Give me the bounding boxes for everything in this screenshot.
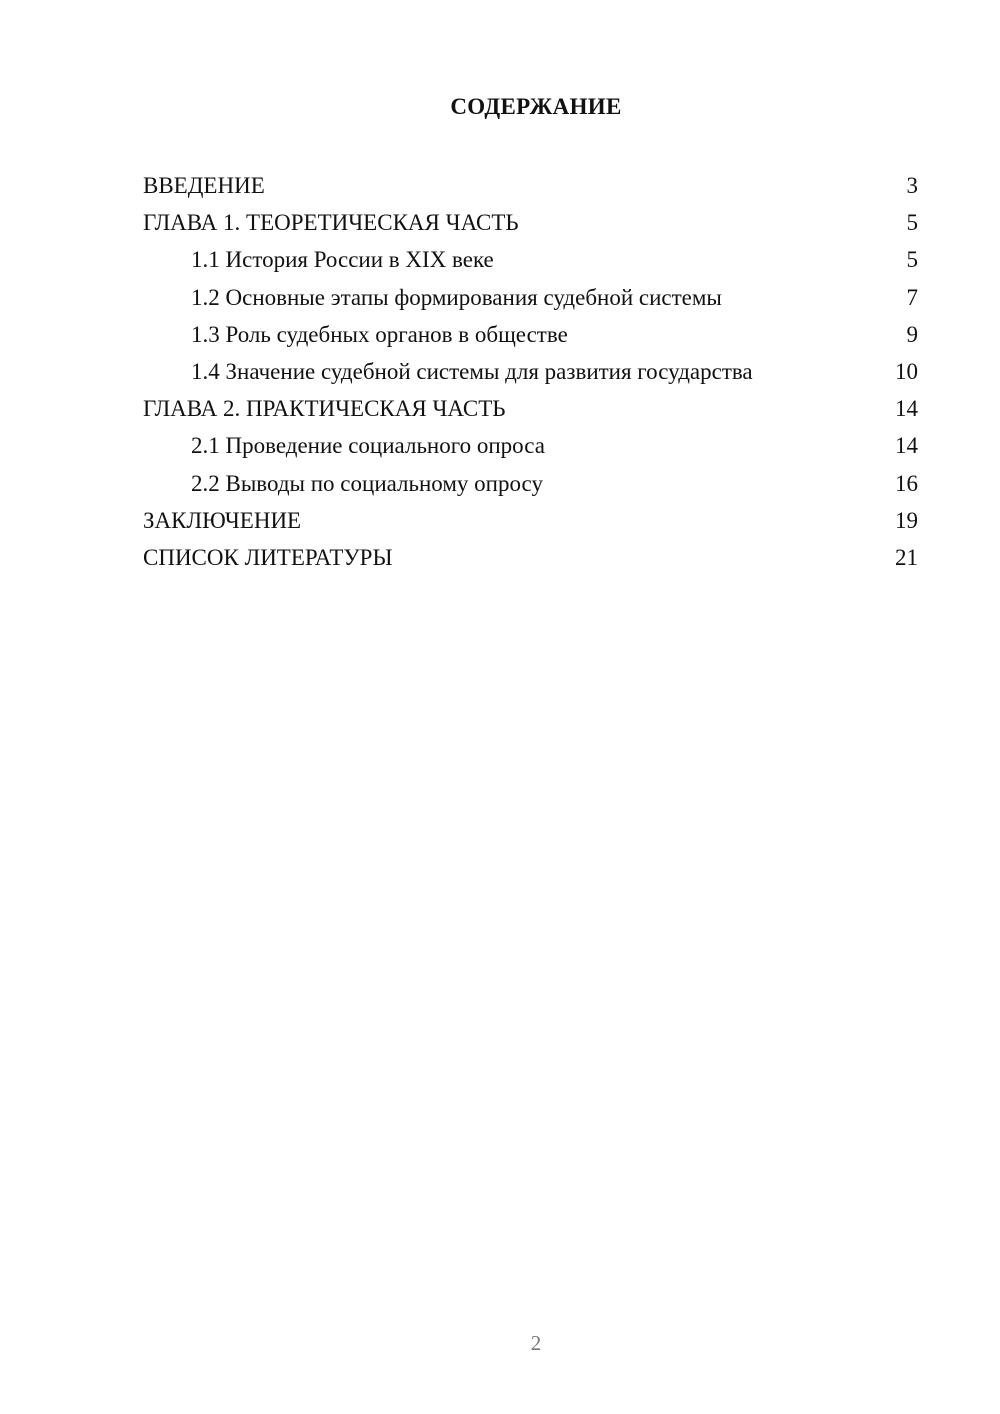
toc-entry-section-2-1 — [143, 427, 918, 464]
toc-entry-page: 16 — [895, 470, 918, 496]
toc-entry-introduction — [143, 167, 918, 204]
page-title: СОДЕРЖАНИЕ — [450, 94, 622, 119]
toc-entry-section-1-2 — [143, 279, 918, 316]
toc-entry-section-1-4 — [143, 353, 918, 390]
toc-entry-page: 10 — [895, 358, 918, 384]
toc-entry-label: ГЛАВА 2. ПРАКТИЧЕСКАЯ ЧАСТЬ — [143, 396, 506, 422]
toc-entry-label: СПИСОК ЛИТЕРАТУРЫ — [143, 544, 393, 570]
toc-entry-label: 1.2 Основные этапы формирования судебной системы — [191, 284, 722, 310]
toc-entry-page: 14 — [895, 433, 918, 459]
toc-entry-label: 2.2 Выводы по социальному опросу — [191, 470, 543, 496]
toc-entry-label: 1.3 Роль судебных органов в обществе — [191, 321, 568, 347]
toc-entry-page: 5 — [906, 247, 918, 273]
toc-entry-conclusion — [143, 502, 918, 539]
toc-entry-label: 1.4 Значение судебной системы для развития государства — [191, 358, 753, 384]
toc-entry-label: ВВЕДЕНИЕ — [143, 173, 265, 198]
toc-entry-label: 2.1 Проведение социального опроса — [191, 433, 545, 459]
toc-entry-section-1-3 — [143, 316, 918, 353]
toc-entry-page: 7 — [906, 284, 918, 310]
toc-entry-section-1-1 — [143, 241, 918, 278]
toc-entry-page: 19 — [895, 507, 918, 533]
table-of-contents — [143, 167, 918, 576]
toc-entry-label: ГЛАВА 1. ТЕОРЕТИЧЕСКАЯ ЧАСТЬ — [143, 210, 519, 236]
toc-entry-label: 1.1 История России в XIX веке — [191, 247, 494, 273]
toc-entry-bibliography — [143, 539, 918, 576]
toc-entry-section-2-2 — [143, 465, 918, 502]
toc-entry-page: 21 — [895, 544, 918, 570]
toc-entry-chapter-1 — [143, 204, 918, 241]
page-number: 2 — [530, 1331, 542, 1355]
toc-entry-page: 5 — [906, 210, 918, 236]
toc-entry-page: 3 — [906, 173, 918, 198]
toc-entry-chapter-2 — [143, 390, 918, 427]
toc-entry-page: 14 — [895, 396, 918, 422]
toc-entry-page: 9 — [906, 321, 918, 347]
toc-entry-label: ЗАКЛЮЧЕНИЕ — [143, 507, 302, 533]
